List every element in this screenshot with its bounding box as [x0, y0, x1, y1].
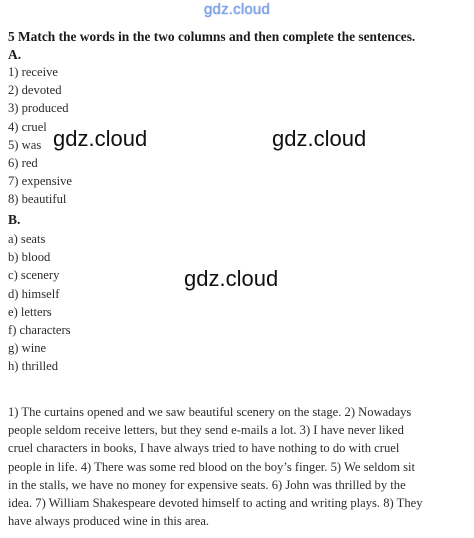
column-a-item: 1) receive — [8, 65, 58, 79]
column-b-item: b) blood — [8, 250, 51, 265]
watermark: gdz.cloud — [53, 126, 148, 151]
answer-line: people in life. 4) There was some red blood on the boy’s finger. 5) We seldom sit — [8, 459, 416, 474]
column-b-item: e) letters — [8, 304, 52, 319]
column-b-item: d) himself — [8, 286, 60, 301]
column-b-list — [8, 230, 71, 376]
watermark: gdz.cloud — [184, 266, 279, 291]
column-a-item: 6) red — [8, 155, 38, 170]
column-a-item: 5) was — [8, 137, 42, 152]
column-a-item: 2) devoted — [8, 83, 62, 98]
exercise-title: 5 Match the words in the two columns and then complete the sentences. — [8, 29, 416, 44]
answer-line: idea. 7) William Shakespeare devoted himself to acting and writing plays. 8) They — [8, 496, 423, 511]
answer-line: cruel characters in books, I have always tried to have nothing to do with cruel — [8, 441, 400, 456]
column-a-item: 7) expensive — [8, 174, 72, 189]
column-a-item: 3) produced — [8, 101, 69, 116]
column-b-item: g) wine — [8, 341, 47, 356]
column-a-item: 4) cruel — [8, 119, 47, 134]
column-b-item: c) scenery — [8, 268, 60, 283]
column-b-heading: B. — [8, 212, 21, 227]
answer-line: have always produced wine in this area. — [8, 514, 210, 529]
column-b-item: a) seats — [8, 232, 46, 246]
watermark: gdz.cloud — [272, 126, 367, 151]
column-b-item: h) thrilled — [8, 359, 59, 374]
column-a-heading: A. — [8, 47, 22, 62]
answer-line: people seldom receive letters, but they send e-mails a lot. 3) I have never liked — [8, 423, 404, 438]
answer-line: in the stalls, we have no money for expensive seats. 6) John was thrilled by the — [8, 477, 406, 492]
watermark-top: gdz.cloud — [203, 1, 270, 18]
answers-paragraph — [8, 403, 470, 530]
answer-line: 1) The curtains opened and we saw beautiful scenery on the stage. 2) Nowadays — [8, 405, 412, 419]
column-a-item: 8) beautiful — [8, 192, 67, 207]
column-b-item: f) characters — [8, 322, 71, 337]
